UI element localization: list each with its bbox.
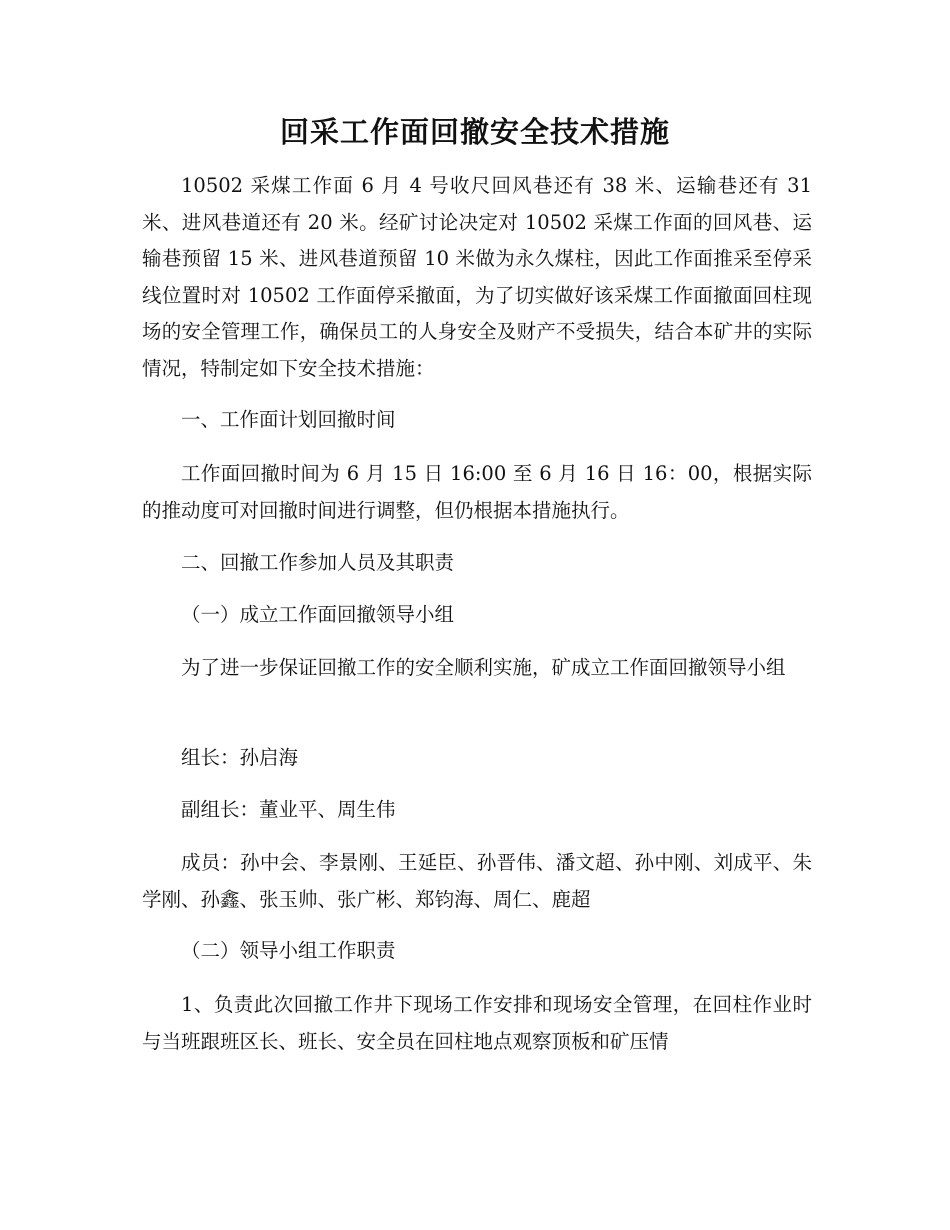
duty-paragraph-1: 1、负责此次回撤工作井下现场工作安排和现场安全管理，在回柱作业时与当班跟班区长、班长、安全员在回柱地点观察顶板和矿压情: [142, 993, 812, 1053]
group-leader-line: 组长：孙启海: [181, 746, 299, 769]
members-paragraph: 成员：孙中会、李景刚、王延臣、孙晋伟、潘文超、孙中刚、刘成平、朱学刚、孙鑫、张玉帅、张广彬、郑钧海、周仁、鹿超: [142, 851, 812, 911]
intro-paragraph: 10502 采煤工作面 6 月 4 号收尺回风巷还有 38 米、运输巷还有 31 米、进风巷道还有 20 米。经矿讨论决定对 10502 采煤工作面的回风巷、运输巷预留 15 米、进风巷道预留 10 米做为永久煤柱，因此工作面推采至停采线位置时对 10502 工作面停采撤面，为了切实做好该采煤工作面撤面回柱现场的安全管理工作，确保员工的人身安全及财产不受损失，结合本矿井的实际情况，特制定如下安全技术措施：: [142, 174, 812, 380]
subsection-heading-1: （一）成立工作面回撤领导小组: [181, 603, 455, 626]
leadership-paragraph: 为了进一步保证回撤工作的安全顺利实施，矿成立工作面回撤领导小组: [181, 656, 786, 679]
section-heading-2: 二、回撤工作参加人员及其职责: [181, 551, 455, 574]
schedule-paragraph: 工作面回撤时间为 6 月 15 日 16:00 至 6 月 16 日 16：00，根据实际的推动度可对回撤时间进行调整，但仍根据本措施执行。: [142, 462, 812, 522]
deputy-leader-line: 副组长：董业平、周生伟: [181, 798, 396, 821]
subsection-heading-2: （二）领导小组工作职责: [181, 939, 396, 962]
document-title: 回采工作面回撤安全技术措施: [279, 115, 670, 149]
section-heading-1: 一、工作面计划回撤时间: [181, 408, 396, 431]
